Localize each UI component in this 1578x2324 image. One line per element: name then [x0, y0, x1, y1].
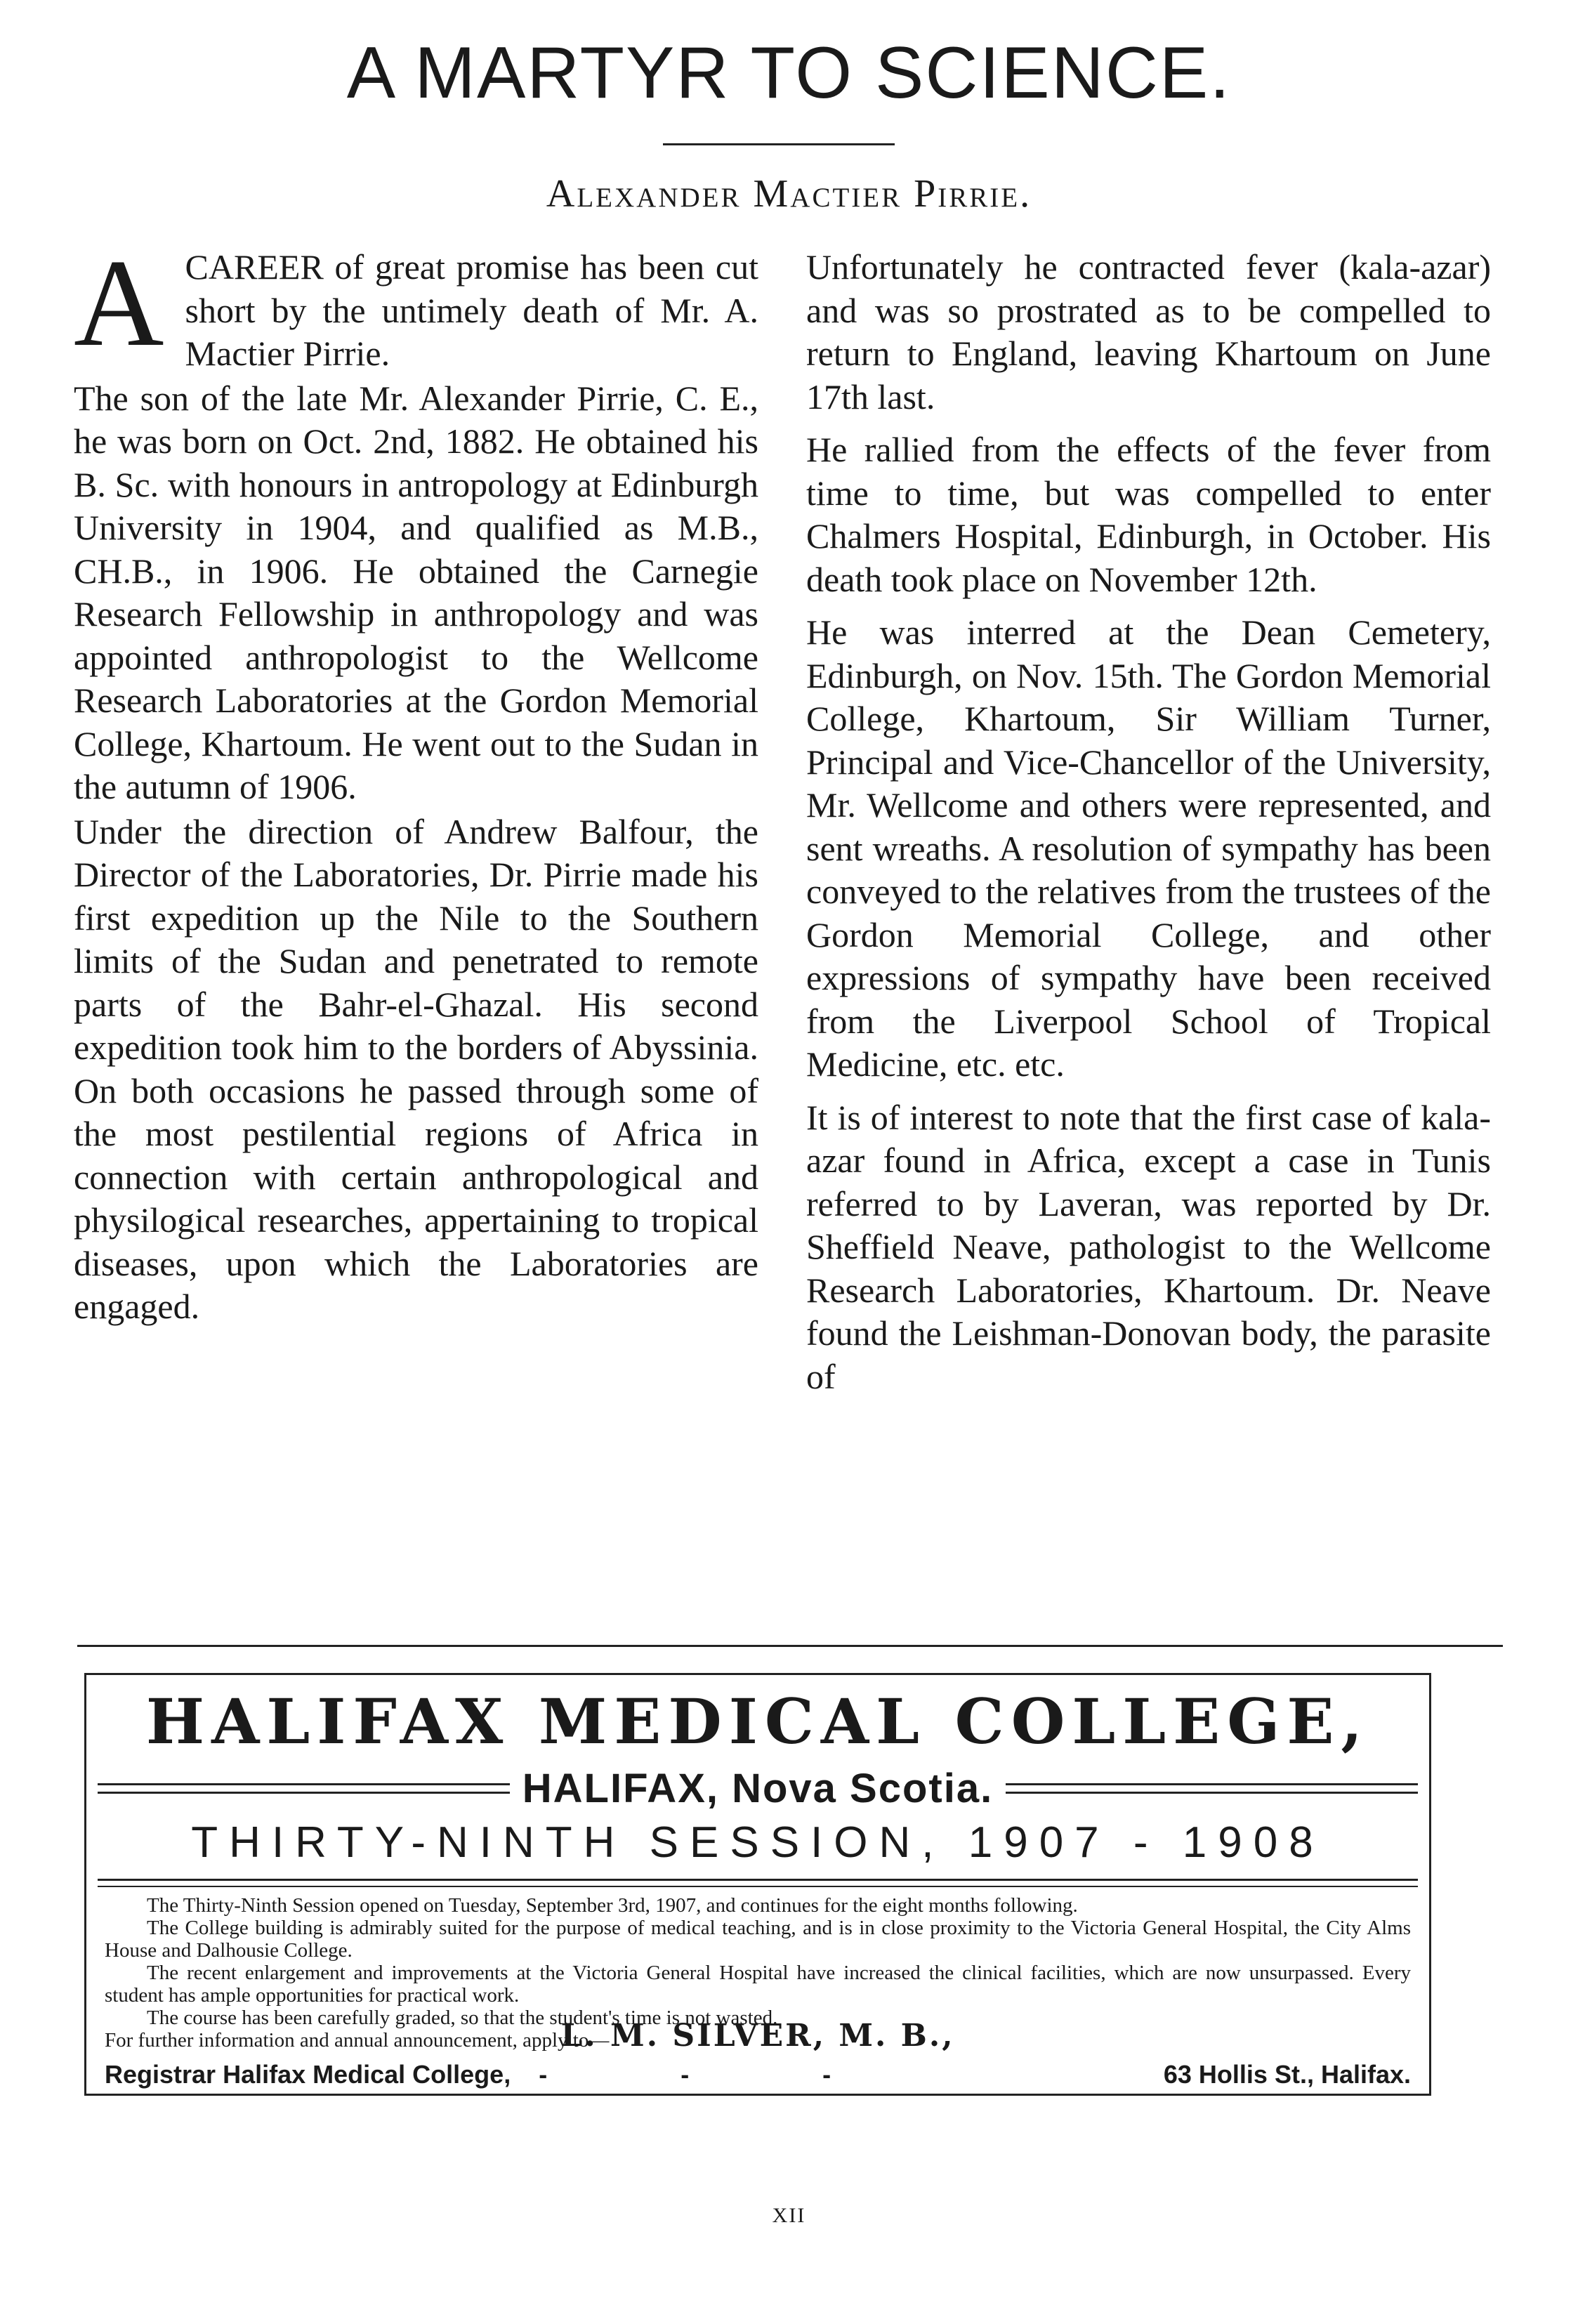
advertisement-box — [84, 1673, 1431, 2096]
ad-paragraph: The recent enlargement and improvements at the Victoria General Hospital have increased the clinical facilities, which are now unsurpassed. Every student has ample opportunities for practical work. — [105, 1962, 1411, 2007]
article-title: A MARTYR TO SCIENCE. — [346, 32, 1232, 114]
ad-city-row — [98, 1765, 1418, 1811]
paragraph: The son of the late Mr. Alexander Pirrie, C. E., he was born on Oct. 2nd, 1882. He obtained his B. Sc. with honours in antropology at Edinburgh University in 1904, and qualified as M.B., CH.B., in 1906. He obtained the Carnegie Research Fellowship in anthropology and was appointed anthropologist to the Wellcome Research Laboratories at the Gordon Memorial College, Khartoum. He went out to the Sudan in the autumn of 1906. — [74, 378, 758, 806]
paragraph-text: CAREER of great promise has been cut short by the untimely death of Mr. A. Mactier Pirrie. — [185, 247, 758, 373]
double-rule-left — [98, 1783, 510, 1794]
ad-paragraph: The Thirty-Ninth Session opened on Tuesday, September 3rd, 1907, and continues for the eight months following. — [147, 1894, 1078, 1917]
ad-paragraph: The course has been carefully graded, so that the student's time is not wasted. — [147, 2007, 778, 2029]
ad-registrar-text: Registrar Halifax Medical College, — [105, 2060, 511, 2089]
ad-address: 63 Hollis St., Halifax. — [1163, 2060, 1411, 2089]
paragraph: He was interred at the Dean Cemetery, Edinburgh, on Nov. 15th. The Gordon Memorial College, Khartoum, Sir William Turner, Principal and Vice-Chancellor of the University, Mr. Wellcome and others were represented, and sent wreaths. A resolution of sympathy has been conveyed to the relatives from the trustees of the Gordon Memorial College, and other expressions of sympathy have been received from the Liverpool School of Tropical Medicine, etc. etc. — [806, 612, 1491, 1084]
page-number: XII — [772, 2204, 806, 2227]
paragraph — [74, 233, 758, 376]
section-divider — [77, 1645, 1503, 1647]
double-rule-right — [1006, 1783, 1418, 1794]
paragraph: Unfortunately he contracted fever (kala-azar) and was so prostrated as to be compelled to return to England, leaving Khartoum on June 17th last. — [806, 247, 1491, 416]
ad-contact-name: L. M. SILVER, M. B., — [560, 2018, 955, 2054]
ad-registrar — [105, 2060, 894, 2089]
article-column-left — [74, 233, 758, 1330]
ad-dashes: - - - — [539, 2060, 895, 2089]
paragraph: Under the direction of Andrew Balfour, the Director of the Laboratories, Dr. Pirrie made his first expedition up the Nile to the Southern limits of the Sudan and penetrated to remote parts of the Bahr-el-Ghazal. His second expedition took him to the borders of Abyssinia. On both occasions he passed through some of the most pestilential regions of Africa in connection with certain anthropological and physilogical researches, appertaining to tropical diseases, upon which the Laboratories are engaged. — [74, 811, 758, 1326]
ad-college-name: HALIFAX MEDICAL COLLEGE, — [145, 1685, 1370, 1758]
paragraph: It is of interest to note that the first case of kala-azar found in Africa, except a case in Tunis referred to by Laveran, was reported by Dr. Sheffield Neave, pathologist to the Wellcome Research Laboratories, Khartoum. Dr. Neave found the Leishman-Donovan body, the parasite of — [806, 1097, 1491, 1396]
ad-city: HALIFAX, Nova Scotia. — [522, 1765, 994, 1811]
article-column-right — [806, 246, 1491, 1400]
paragraph: He rallied from the effects of the fever from time to time, but was compelled to enter Chalmers Hospital, Edinburgh, in October. His death took place on November 12th. — [806, 430, 1491, 599]
ad-session: THIRTY-NINTH SESSION, 1907 - 1908 — [191, 1818, 1324, 1867]
title-rule — [663, 143, 895, 145]
ad-footer — [105, 2060, 1411, 2089]
ad-rule — [98, 1879, 1418, 1881]
ad-paragraph: For further information and annual announcement, apply to— — [105, 2029, 610, 2051]
ad-rule — [98, 1886, 1418, 1887]
article-subtitle: Alexander Mactier Pirrie. — [546, 172, 1032, 216]
drop-cap: A — [74, 233, 164, 372]
ad-paragraph: The College building is admirably suited for the purpose of medical teaching, and is in close proximity to the Victoria General Hospital, the City Alms House and Dalhousie College. — [105, 1917, 1411, 1962]
